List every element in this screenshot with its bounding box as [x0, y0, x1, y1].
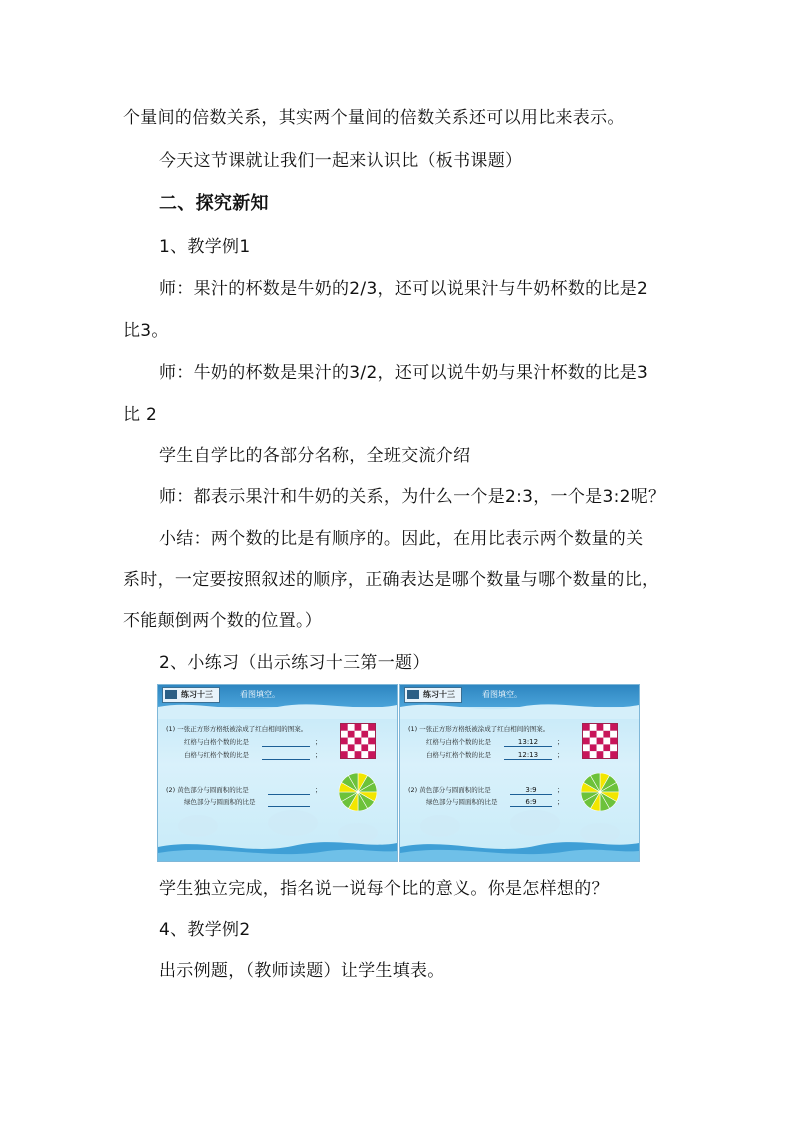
checker-cell: [355, 724, 362, 731]
subheading-example-2: 4、教学例2: [159, 920, 251, 940]
paragraph-students: 学生自学比的各部分名称，全班交流介绍: [159, 446, 471, 466]
checker-cell: [361, 751, 368, 758]
exercise-slide-blank: [157, 684, 398, 862]
checker-cell: [368, 724, 375, 731]
paragraph-teacher-1b: 比3。: [123, 321, 169, 341]
checker-cell: [341, 724, 348, 731]
checker-cell: [361, 724, 368, 731]
paragraph-2: 今天这节课就让我们一起来认识比（板书课题）: [159, 151, 523, 171]
checker-cell: [368, 744, 375, 751]
q1-answer2-blank: [262, 751, 310, 760]
checker-cell: [368, 751, 375, 758]
checker-cell: [368, 731, 375, 738]
checker-cell: [341, 744, 348, 751]
book-icon: [407, 690, 419, 699]
q1-semicolon-1: ；: [557, 738, 564, 746]
q2-answer2-blank: 6:9: [510, 798, 552, 807]
paragraph-1: 个量间的倍数关系，其实两个量间的倍数关系还可以用比来表示。: [123, 108, 625, 128]
checker-cell: [610, 751, 617, 758]
checker-cell: [590, 751, 597, 758]
checker-cell: [361, 731, 368, 738]
checker-cell: [610, 744, 617, 751]
checker-cell: [583, 744, 590, 751]
checker-cell: [341, 731, 348, 738]
slide-bottom-wave: [400, 833, 639, 861]
exercise-slide-answered: [399, 684, 640, 862]
q1-answer1-blank: [262, 738, 310, 747]
q1-semicolon-1: ；: [315, 738, 322, 746]
checker-cell: [603, 738, 610, 745]
q1-semicolon-2: ；: [557, 751, 564, 759]
paragraph-summary-c: 不能颠倒两个数的位置。）: [123, 611, 323, 631]
q1-answer2-blank: 12:13: [504, 751, 552, 760]
checker-cell: [597, 751, 604, 758]
q1-line1-label: 红格与白格个数的比是: [184, 738, 249, 746]
q2-answer2-blank: [268, 798, 310, 807]
checkerboard-image: [340, 723, 376, 759]
checker-cell: [583, 738, 590, 745]
q2-semicolon-2: ；: [557, 798, 564, 806]
q2-line2-label: 绿色部分与圆面积的比是: [426, 798, 498, 806]
q2-semicolon-1: ；: [315, 786, 322, 794]
pie-wheel-image: [581, 773, 619, 811]
checker-cell: [583, 751, 590, 758]
slide-instruction: 看图填空。: [240, 690, 280, 699]
paragraph-summary-b: 系时，一定要按照叙述的顺序，正确表达是哪个数量与哪个数量的比，: [123, 570, 660, 590]
checker-cell: [355, 751, 362, 758]
checker-cell: [355, 738, 362, 745]
checkerboard-image: [582, 723, 618, 759]
checker-cell: [610, 724, 617, 731]
checker-cell: [590, 738, 597, 745]
checker-cell: [590, 724, 597, 731]
subheading-practice: 2、小练习（出示练习十三第一题）: [159, 653, 430, 673]
checker-cell: [348, 724, 355, 731]
q2-line1-label: (2) 黄色部分与圆面积的比是: [408, 786, 491, 794]
checker-cell: [597, 731, 604, 738]
checker-cell: [355, 744, 362, 751]
slide-bottom-wave: [158, 833, 397, 861]
checker-cell: [610, 731, 617, 738]
checker-cell: [361, 744, 368, 751]
subheading-example-1: 1、教学例1: [159, 237, 251, 257]
checker-cell: [341, 751, 348, 758]
checker-cell: [348, 751, 355, 758]
q2-line1-label: (2) 黄色部分与圆面积的比是: [166, 786, 249, 794]
q1-intro: (1) 一张正方形方格纸被涂成了红白相间的图案。: [408, 725, 550, 733]
section-heading-2: 二、探究新知: [159, 193, 269, 214]
q2-answer1-blank: [268, 786, 310, 795]
paragraph-show-example: 出示例题，（教师读题）让学生填表。: [159, 961, 445, 981]
paragraph-teacher-1a: 师：果汁的杯数是牛奶的2/3，还可以说果汁与牛奶杯数的比是2: [159, 279, 649, 299]
checker-cell: [368, 738, 375, 745]
paragraph-teacher-2a: 师：牛奶的杯数是果汁的3/2，还可以说牛奶与果汁杯数的比是3: [159, 363, 649, 383]
checker-cell: [603, 751, 610, 758]
pie-wheel-image: [339, 773, 377, 811]
checker-cell: [348, 731, 355, 738]
checker-cell: [583, 724, 590, 731]
paragraph-summary-a: 小结：两个数的比是有顺序的。因此，在用比表示两个数量的关: [159, 529, 644, 549]
q1-answer1-blank: 13:12: [504, 738, 552, 747]
checker-cell: [597, 738, 604, 745]
book-icon: [165, 690, 177, 699]
q1-semicolon-2: ；: [315, 751, 322, 759]
checker-cell: [355, 731, 362, 738]
slide-instruction: 看图填空。: [482, 690, 522, 699]
paragraph-teacher-question: 师：都表示果汁和牛奶的关系，为什么一个是2:3，一个是3:2呢？: [159, 487, 666, 507]
checker-cell: [583, 731, 590, 738]
slide-title: 练习十三: [162, 687, 220, 703]
paragraph-independent: 学生独立完成，指名说一说每个比的意义。你是怎样想的？: [159, 879, 609, 899]
q2-answer1-blank: 3:9: [510, 786, 552, 795]
checker-cell: [610, 738, 617, 745]
checker-cell: [603, 724, 610, 731]
paragraph-teacher-2b: 比 2: [123, 405, 158, 425]
checker-cell: [603, 744, 610, 751]
q1-line2-label: 白格与红格个数的比是: [426, 751, 491, 759]
checker-cell: [361, 738, 368, 745]
checker-cell: [590, 731, 597, 738]
checker-cell: [348, 738, 355, 745]
checker-cell: [597, 724, 604, 731]
q1-line2-label: 白格与红格个数的比是: [184, 751, 249, 759]
checker-cell: [597, 744, 604, 751]
q2-semicolon-1: ；: [557, 786, 564, 794]
checker-cell: [590, 744, 597, 751]
q1-intro: (1) 一张正方形方格纸被涂成了红白相间的图案。: [166, 725, 308, 733]
q2-line2-label: 绿色部分与圆面积的比是: [184, 798, 256, 806]
checker-cell: [341, 738, 348, 745]
checker-cell: [603, 731, 610, 738]
checker-cell: [348, 744, 355, 751]
q1-line1-label: 红格与白格个数的比是: [426, 738, 491, 746]
slide-title: 练习十三: [404, 687, 462, 703]
